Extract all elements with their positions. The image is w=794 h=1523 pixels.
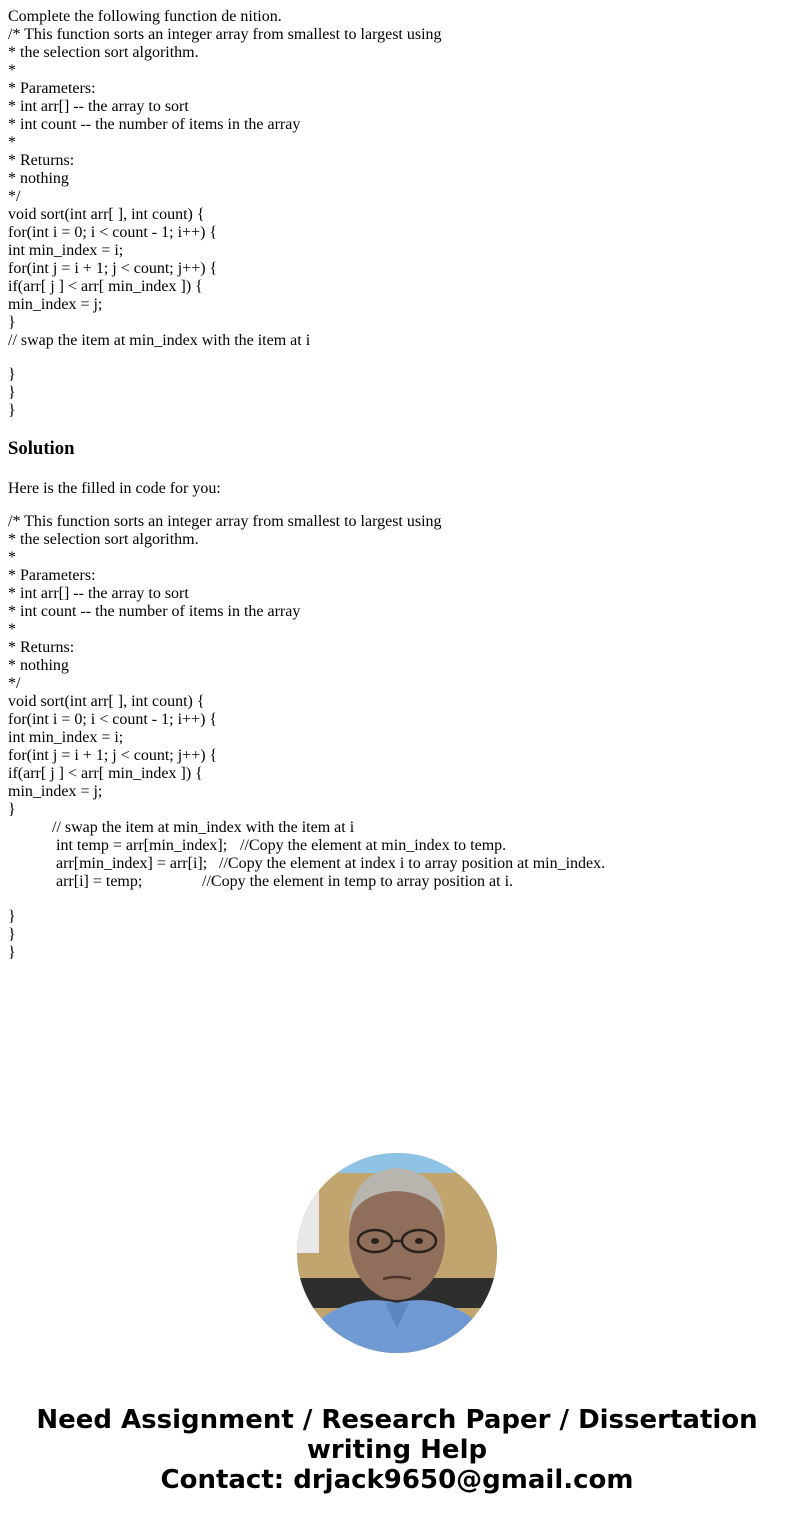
code-line: * Returns: (8, 152, 75, 169)
code-line: } (8, 926, 16, 943)
question-intro: Complete the following function de nition. (8, 8, 282, 25)
code-line: * the selection sort algorithm. (8, 44, 199, 61)
code-line: if(arr[ j ] < arr[ min_index ]) { (8, 765, 203, 782)
swap-code-line: arr[i] = temp; (56, 873, 143, 890)
code-line: min_index = j; (8, 783, 103, 800)
banner-line-1: Need Assignment / Research Paper / Dissertation (36, 1405, 758, 1435)
swap-code-line: int temp = arr[min_index]; (56, 837, 228, 854)
code-line: * (8, 621, 16, 638)
solution-heading: Solution (8, 438, 75, 459)
code-line: * int count -- the number of items in the array (8, 603, 301, 620)
code-line: /* This function sorts an integer array from smallest to largest using (8, 26, 442, 43)
solution-intro: Here is the filled in code for you: (8, 480, 221, 497)
code-line: */ (8, 675, 21, 692)
code-line: int min_index = i; (8, 242, 124, 259)
swap-code-comment: //Copy the element at index i to array position at min_index. (219, 855, 606, 872)
code-line: * nothing (8, 657, 69, 674)
code-line: } (8, 908, 16, 925)
code-line: int min_index = i; (8, 729, 124, 746)
swap-code-comment: //Copy the element in temp to array position at i. (202, 873, 514, 890)
code-line: * int arr[] -- the array to sort (8, 98, 189, 115)
code-line: } (8, 944, 16, 961)
swap-code-line: arr[min_index] = arr[i]; (56, 855, 208, 872)
code-line: * int count -- the number of items in the array (8, 116, 301, 133)
code-line: // swap the item at min_index with the item at i (8, 332, 311, 349)
code-line: for(int i = 0; i < count - 1; i++) { (8, 711, 218, 728)
code-line: } (8, 314, 16, 331)
code-line: /* This function sorts an integer array from smallest to largest using (8, 513, 442, 530)
code-line: * the selection sort algorithm. (8, 531, 199, 548)
code-line: if(arr[ j ] < arr[ min_index ]) { (8, 278, 203, 295)
person-photo-icon (297, 1153, 497, 1353)
code-line: * int arr[] -- the array to sort (8, 585, 189, 602)
code-line: min_index = j; (8, 296, 103, 313)
code-line: } (8, 801, 16, 818)
code-line: void sort(int arr[ ], int count) { (8, 206, 205, 223)
code-line: * (8, 134, 16, 151)
swap-comment: // swap the item at min_index with the item at i (52, 819, 355, 836)
banner-contact-email: Contact: drjack9650@gmail.com (160, 1465, 634, 1495)
banner-line-2: writing Help (306, 1435, 488, 1465)
code-line: } (8, 366, 16, 383)
code-line: * Returns: (8, 639, 75, 656)
code-line: } (8, 384, 16, 401)
code-line: * Parameters: (8, 80, 96, 97)
code-line: for(int j = i + 1; j < count; j++) { (8, 747, 218, 764)
code-line: * Parameters: (8, 567, 96, 584)
code-line: for(int i = 0; i < count - 1; i++) { (8, 224, 218, 241)
code-line: */ (8, 188, 21, 205)
swap-code-comment: //Copy the element at min_index to temp. (240, 837, 507, 854)
contact-banner (0, 1405, 794, 1495)
code-line: void sort(int arr[ ], int count) { (8, 693, 205, 710)
author-avatar (297, 1153, 497, 1353)
code-line: } (8, 402, 16, 419)
code-line: * (8, 549, 16, 566)
code-line: for(int j = i + 1; j < count; j++) { (8, 260, 218, 277)
code-line: * nothing (8, 170, 69, 187)
code-line: * (8, 62, 16, 79)
